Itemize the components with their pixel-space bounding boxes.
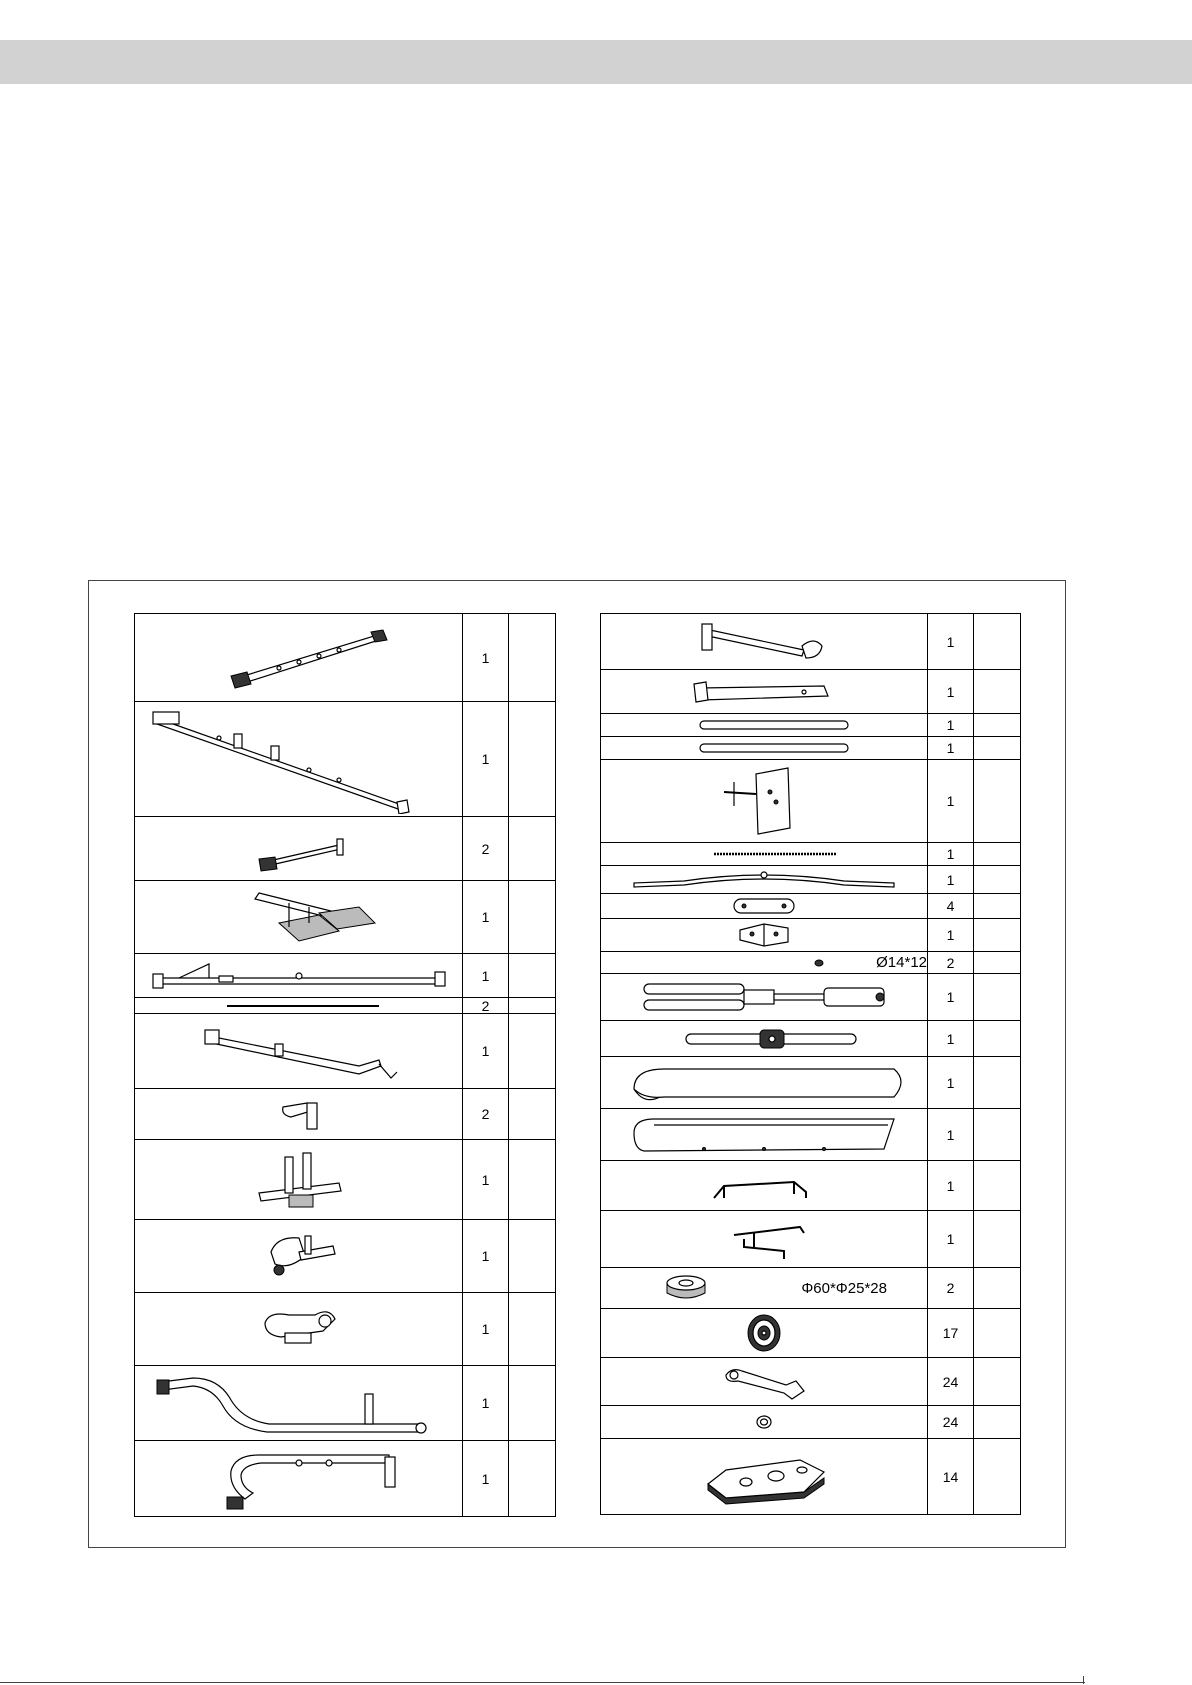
table-row <box>135 1293 556 1366</box>
connecting-rod-image <box>601 1021 928 1057</box>
qty-cell: 1 <box>928 866 974 894</box>
qty-cell: 2 <box>928 952 974 974</box>
blank-cell <box>974 974 1021 1021</box>
blank-cell <box>974 1161 1021 1211</box>
qty-cell: 24 <box>928 1406 974 1439</box>
table-row <box>601 1211 1021 1268</box>
blank-cell <box>509 1140 556 1220</box>
qty-cell: 1 <box>928 843 974 866</box>
table-row <box>135 881 556 954</box>
table-row <box>601 1309 1021 1358</box>
pulley-bracket-a-image <box>135 1220 463 1293</box>
small-bracket-image <box>135 1089 463 1140</box>
table-row <box>601 1161 1021 1211</box>
table-row <box>601 1406 1021 1439</box>
blank-cell <box>974 737 1021 760</box>
qty-cell: 1 <box>928 1109 974 1161</box>
qty-cell: 1 <box>928 1021 974 1057</box>
table-row <box>601 974 1021 1021</box>
blank-cell <box>509 954 556 998</box>
round-bar-1-image <box>601 714 928 737</box>
table-row <box>601 1057 1021 1109</box>
qty-cell: 2 <box>928 1268 974 1309</box>
table-row <box>601 919 1021 952</box>
size-label: Ø14*12 <box>876 954 927 971</box>
hinge-bracket-image <box>601 919 928 952</box>
gas-cylinder-image <box>601 974 928 1021</box>
qty-cell: 1 <box>928 974 974 1021</box>
blank-cell <box>974 1021 1021 1057</box>
round-bar-2-image <box>601 737 928 760</box>
blank-cell <box>974 1268 1021 1309</box>
blank-cell <box>509 817 556 881</box>
qty-cell: 2 <box>463 998 509 1014</box>
table-row <box>601 714 1021 737</box>
curved-arm-left-image <box>135 1366 463 1441</box>
qty-cell: 1 <box>463 1366 509 1441</box>
qty-cell: 2 <box>463 817 509 881</box>
header-band <box>0 40 1192 84</box>
oval-plate-image <box>601 894 928 919</box>
qty-cell: 4 <box>928 894 974 919</box>
blank-cell <box>974 1211 1021 1268</box>
parts-table-right <box>600 613 1021 1515</box>
main-base-frame-image <box>135 702 463 817</box>
weight-plate-image <box>601 1439 928 1515</box>
qty-cell: 24 <box>928 1358 974 1406</box>
qty-cell: 1 <box>928 919 974 952</box>
table-row <box>135 1140 556 1220</box>
table-row <box>135 702 556 817</box>
small-bushing-image <box>601 952 928 974</box>
qty-cell: 1 <box>928 670 974 714</box>
blank-cell <box>974 1358 1021 1406</box>
arm-frame-with-hooks-image <box>135 1014 463 1089</box>
table-row <box>135 954 556 998</box>
pulley-wheel-image <box>601 1309 928 1358</box>
footer-tick <box>1083 1676 1084 1684</box>
qty-cell: 1 <box>463 1140 509 1220</box>
blank-cell <box>974 1406 1021 1439</box>
table-row <box>135 1089 556 1140</box>
table-row <box>601 894 1021 919</box>
table-row <box>601 1109 1021 1161</box>
table-row <box>601 614 1021 670</box>
support-bracket-b-image <box>601 1211 928 1268</box>
qty-cell: 1 <box>928 1211 974 1268</box>
blank-cell <box>509 1366 556 1441</box>
qty-cell: 1 <box>928 760 974 843</box>
blank-cell <box>509 998 556 1014</box>
pulley-cover-arm-image <box>601 1358 928 1406</box>
qty-cell: 1 <box>928 1161 974 1211</box>
blank-cell <box>974 894 1021 919</box>
seat-rail-long-image <box>135 954 463 998</box>
blank-cell <box>974 1439 1021 1515</box>
table-row <box>601 1439 1021 1515</box>
foot-plate-assembly-image <box>135 881 463 954</box>
table-row <box>135 998 556 1014</box>
table-row <box>601 843 1021 866</box>
table-row <box>135 817 556 881</box>
cover-shroud-b-image <box>601 1109 928 1161</box>
qty-cell: 1 <box>928 614 974 670</box>
blank-cell <box>509 614 556 702</box>
qty-cell: 1 <box>463 954 509 998</box>
footer-rule <box>0 1682 1085 1683</box>
table-row <box>601 1268 1021 1309</box>
square-tube-image <box>601 670 928 714</box>
blank-cell <box>974 952 1021 974</box>
qty-cell: 1 <box>463 1441 509 1517</box>
size-label: Φ60*Φ25*28 <box>801 1279 887 1297</box>
qty-cell: 1 <box>463 1220 509 1293</box>
qty-cell: 14 <box>928 1439 974 1515</box>
upright-bracket-assembly-image <box>135 1140 463 1220</box>
blank-cell <box>509 1220 556 1293</box>
l-bracket-arm-image <box>601 614 928 670</box>
pulley-bracket-b-image <box>135 1293 463 1366</box>
blank-cell <box>974 919 1021 952</box>
table-row <box>601 1021 1021 1057</box>
support-bracket-a-image <box>601 1161 928 1211</box>
qty-cell: 1 <box>463 881 509 954</box>
blank-cell <box>974 1109 1021 1161</box>
table-row <box>601 1358 1021 1406</box>
qty-cell: 1 <box>928 737 974 760</box>
cover-shroud-a-image <box>601 1057 928 1109</box>
blank-cell <box>974 614 1021 670</box>
qty-cell: 1 <box>463 1014 509 1089</box>
handle-bar-image <box>601 866 928 894</box>
table-row <box>135 614 556 702</box>
thin-rod-image <box>135 998 463 1014</box>
front-base-tube-image <box>135 614 463 702</box>
blank-cell <box>509 1441 556 1517</box>
table-row <box>601 952 1021 974</box>
plate-with-rod-image <box>601 760 928 843</box>
rubber-washer-image <box>601 1268 928 1309</box>
table-row <box>135 1014 556 1089</box>
blank-cell <box>974 670 1021 714</box>
threaded-rod-image <box>601 843 928 866</box>
blank-cell <box>974 866 1021 894</box>
table-row <box>601 670 1021 714</box>
qty-cell: 1 <box>463 702 509 817</box>
blank-cell <box>509 881 556 954</box>
blank-cell <box>509 1014 556 1089</box>
qty-cell: 1 <box>928 714 974 737</box>
table-row <box>135 1441 556 1517</box>
blank-cell <box>974 843 1021 866</box>
table-row <box>135 1220 556 1293</box>
rear-foot-bar-image <box>135 817 463 881</box>
parts-table-left <box>134 613 556 1517</box>
blank-cell <box>509 702 556 817</box>
blank-cell <box>509 1089 556 1140</box>
qty-cell: 1 <box>463 614 509 702</box>
table-row <box>601 866 1021 894</box>
blank-cell <box>974 714 1021 737</box>
qty-cell: 17 <box>928 1309 974 1358</box>
blank-cell <box>509 1293 556 1366</box>
blank-cell <box>974 1309 1021 1358</box>
blank-cell <box>974 760 1021 843</box>
qty-cell: 1 <box>928 1057 974 1109</box>
qty-cell: 2 <box>463 1089 509 1140</box>
table-row <box>135 1366 556 1441</box>
spacer-ring-image <box>601 1406 928 1439</box>
blank-cell <box>974 1057 1021 1109</box>
table-row <box>601 737 1021 760</box>
table-row <box>601 760 1021 843</box>
qty-cell: 1 <box>463 1293 509 1366</box>
curved-arm-right-image <box>135 1441 463 1517</box>
